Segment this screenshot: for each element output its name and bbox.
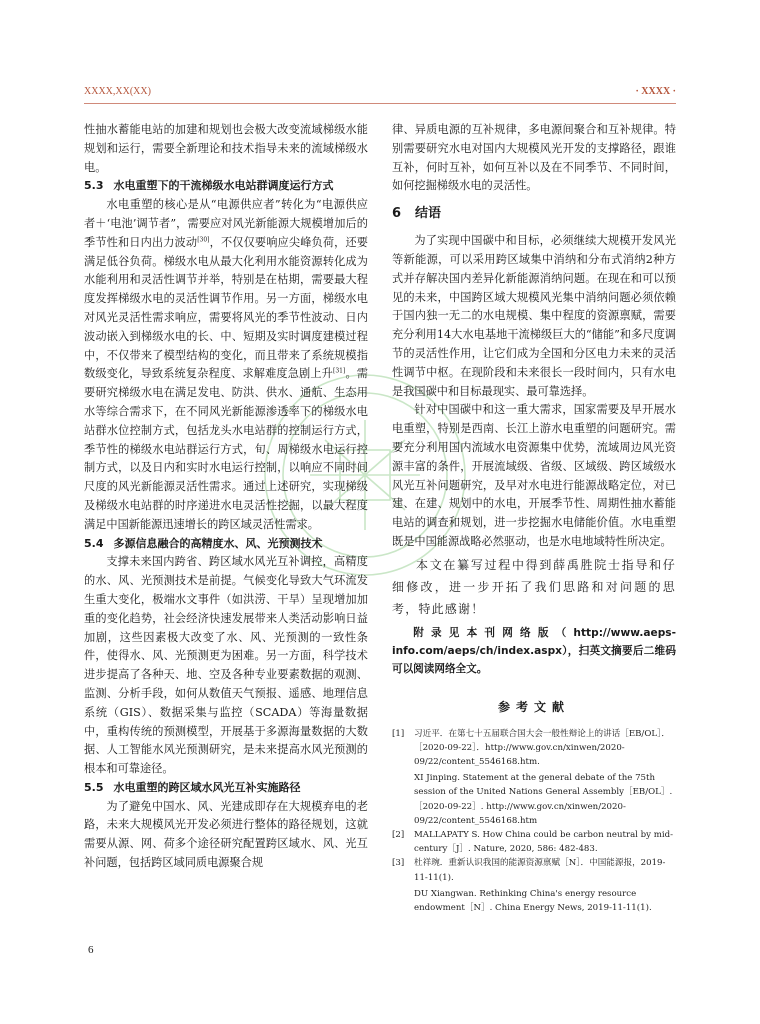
continuation-paragraph: 律、异质电源的互补规律，多电源间聚合和互补规律。特别需要研究水电对国内大规模风光开发的支撑路径，跟谁互补，何时互补，如何互补以及在不同季节、不同时间，如何挖掘梯级水电的灵活性。 — [392, 123, 676, 193]
section-5-4-heading: 5.4 多源信息融合的高精度水、风、光预测技术 — [84, 536, 323, 550]
reference-zh[interactable]: MALLAPATY S. How China could be carbon neutral by mid-century［J］. Nature, 2020, 586: 482-483. — [414, 829, 674, 855]
conclusion-paragraph-2: 针对中国碳中和这一重大需求，国家需要及早开展水电重塑，特别是西南、长江上游水电重塑的问题研究。需要充分利用国内流域水电资源集中优势，流域周边风光资源丰富的条件，开展流域级、省级、区域级、跨区域级水风光互补问题研究，及早对水电进行能源战略定位，对已建、在建、规划中的水电，开展季节性、周期性抽水蓄能电站的调查和规划，进一步挖掘水电储能价值。水电重塑既是中国能源战略必然驱动，也是水电地域特性所决定。 — [392, 403, 676, 548]
running-header — [84, 86, 676, 104]
citation-31[interactable]: [31] — [333, 367, 346, 375]
section-5-5-heading: 5.5 水电重塑的跨区域水风光互补实施路径 — [84, 780, 301, 794]
reference-item: [1] 习近平．在第七十五届联合国大会一般性辩论上的讲话［EB/OL］．［2020-09-22］．http://www.gov.cn/xinwen/2020-09/22/content_5546168.htm. XI Jinping. Statement at the general debate of the 75th session of the United Nations General Assembly［EB/OL］.［2020-09-22］. http://www.gov.cn/xinwen/2020-09/22/content_5546168.htm — [392, 727, 676, 828]
section-5-3-heading: 5.3 水电重塑下的干流梯级水电站群调度运行方式 — [84, 179, 334, 193]
journal-name: · XXXX · — [635, 86, 676, 97]
reference-item: [3] 杜祥琬．重新认识我国的能源资源禀赋［N］．中国能源报，2019-11-11(1). DU Xiangwan. Rethinking China's energy resource endowment［N］. China Energy News, 2019-11-11(1). — [392, 856, 676, 915]
reference-item: [2] MALLAPATY S. How China could be carbon neutral by mid-century［J］. Nature, 2020, 586: 482-483. — [392, 829, 674, 855]
reference-en[interactable]: DU Xiangwan. Rethinking China's energy resource endowment［N］. China Energy News, 2019-11-11(1). — [414, 888, 652, 913]
references-title: 参考文献 — [497, 699, 570, 714]
reference-zh[interactable]: 杜祥琬．重新认识我国的能源资源禀赋［N］．中国能源报，2019-11-11(1). — [414, 858, 666, 883]
appendix-note[interactable]: 附录见本刊网络版（http://www.aeps-info.com/aeps/ch/index.aspx），扫英文摘要后二维码可以阅读网络全文。 — [392, 626, 676, 675]
citation-30[interactable]: [30] — [197, 236, 210, 244]
acknowledgement: 本文在纂写过程中得到薛禹胜院士指导和仔细修改，进一步开拓了我们思路和对问题的思考，特此感谢！ — [392, 557, 676, 616]
section-6-heading: 6 结语 — [392, 206, 442, 222]
section-5-3-paragraph: 水电重塑的核心是从“电源供应者”转化为“电源供应者＋‘电池’调节者”，需要应对风光新能源大规模增加后的季节性和日内出力波动[30]，不仅仅要响应尖峰负荷，还要满足低谷负荷。梯级水电从最大化利用水能资源转化成为水能利用和灵活性调节并举，特别是在枯期，需要最大程度发挥梯级水电的灵活性调节作用。另一方面，梯级水电对风光灵活性需求响应，需要将风光的季节性波动、日内波动嵌入到梯级水电的长、中、短期及实时调度建模过程中，不仅带来了模型结构的变化，而且带来了系统规模指数级变化，导致系统复杂程度、求解难度急剧上升[31]。需要研究梯级水电在满足发电、防洪、供水、通航、生态用水等综合需求下，在不同风光新能源渗透率下的梯级水电站群水位控制方式，包括龙头水电站群的控制运行方式，季节性的梯级水电站群运行方式，旬、周梯级水电运行控制方式，以及日内和实时水电运行控制，以响应不同时间尺度的风光新能源灵活性需求。通过上述研究，实现梯级及梯级水电站群的时序递进水电灵活性挖掘，以最大程度满足中国新能源迅速增长的跨区域灵活性需求。 — [84, 198, 368, 531]
conclusion-paragraph-1: 为了实现中国碳中和目标，必须继续大规模开发风光等新能源，可以采用跨区域集中消纳和分布式消纳2种方式并存解决国内差异化新能源消纳问题。在现在和可以预见的未来，中国跨区域大规模风光集中消纳问题必须依赖于国内独一无二的水电规模、集中程度的资源禀赋，需要充分利用14大水电基地干流梯级巨大的“储能”和多尺度调节的灵活性作用，让它们成为全国和分区电力未来的灵活性调节中枢。在现阶段和未来很长一段时间内，只有水电是我国碳中和目标最现实、最可靠选择。 — [392, 234, 676, 398]
intro-paragraph: 性抽水蓄能电站的加建和规划也会极大改变流域梯级水能规划和运行，需要全新理论和技术指导未来的流域梯级水电。 — [84, 123, 368, 174]
left-column — [84, 121, 368, 873]
reference-en[interactable]: XI Jinping. Statement at the general debate of the 75th session of the United Nations General Assembly［EB/OL］.［2020-09-22］. http://www.gov.cn/xinwen/2020-09/22/content_5546168.htm — [414, 773, 673, 826]
page-number: 6 — [88, 944, 94, 956]
journal-volume-info: XXXX,XX(XX) — [84, 86, 151, 97]
right-column — [392, 121, 676, 915]
section-5-4-paragraph: 支撑未来国内跨省、跨区域水风光互补调控，高精度的水、风、光预测技术是前提。气候变化导致大气环流发生重大变化，极端水文事件（如洪涝、干旱）呈现增加加重的变化趋势，社会经济快速发展带来人类活动影响日益加剧，这些因素极大改变了水、风、光预测的一致性条件，使得水、风、光预测更为困难。另一方面，科学技术进步提高了各种天、地、空及各种专业要素数据的观测、监测、分析手段，如何从数值天气预报、遥感、地理信息系统（GIS）、数据采集与监控（SCADA）等海量数据中，重构传统的预测模型，开展基于多源海量数据的大数据、人工智能水风光预测研究，是未来提高水风光预测的根本和可靠途径。 — [84, 555, 368, 776]
section-5-5-paragraph: 为了避免中国水、风、光建成即存在大规模弃电的老路，未来大规模风光开发必须进行整体的路径规划，这就需要从源、网、荷多个途径研究配置跨区域水、风、光互补问题，包括跨区域同质电源聚合规 — [84, 799, 368, 870]
reference-zh[interactable]: 习近平．在第七十五届联合国大会一般性辩论上的讲话［EB/OL］．［2020-09-22］．http://www.gov.cn/xinwen/2020-09/22/content_5546168.htm. — [414, 728, 670, 767]
